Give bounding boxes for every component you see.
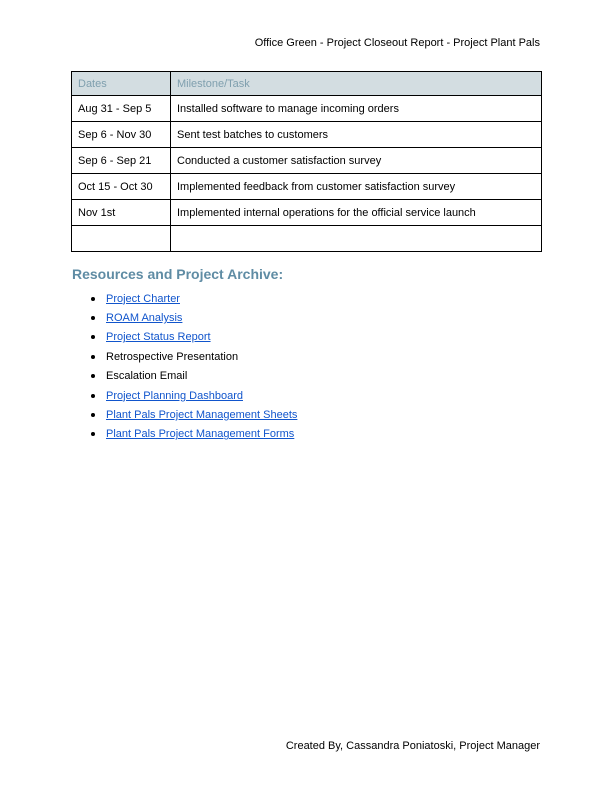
task-cell (171, 226, 542, 252)
milestones-table (71, 71, 542, 252)
date-cell: Sep 6 - Sep 21 (72, 148, 171, 174)
date-cell (72, 226, 171, 252)
resource-list-item (72, 289, 540, 308)
resources-heading: Resources and Project Archive: (72, 266, 284, 282)
table-row (72, 174, 542, 200)
table-row (72, 96, 542, 122)
bullet-icon (91, 355, 95, 359)
document-header-title: Office Green - Project Closeout Report - Project Plant Pals (254, 37, 540, 49)
resource-list-item (72, 425, 540, 444)
table-row-empty (72, 226, 542, 252)
column-header-dates: Dates (72, 72, 171, 96)
task-cell: Conducted a customer satisfaction survey (171, 148, 542, 174)
task-cell: Sent test batches to customers (171, 122, 542, 148)
table-header-row (72, 72, 542, 96)
resource-link-plant-pals-management-sheets[interactable]: Plant Pals Project Management Sheets (106, 409, 298, 422)
resource-list-item (72, 347, 540, 366)
task-cell: Installed software to manage incoming orders (171, 96, 542, 122)
resources-section (72, 266, 540, 444)
task-cell: Implemented feedback from customer satisfaction survey (171, 174, 542, 200)
resource-list-item (72, 367, 540, 386)
task-cell: Implemented internal operations for the official service launch (171, 200, 542, 226)
resource-link-roam-analysis[interactable]: ROAM Analysis (106, 312, 183, 325)
resource-list-item (72, 386, 540, 405)
resource-link-project-status-report[interactable]: Project Status Report (106, 331, 211, 344)
resource-link-project-planning-dashboard[interactable]: Project Planning Dashboard (106, 389, 243, 402)
column-header-milestone-task: Milestone/Task (171, 72, 542, 96)
resource-list-item (72, 308, 540, 327)
bullet-icon (91, 335, 95, 339)
resource-link-plant-pals-management-forms[interactable]: Plant Pals Project Management Forms (106, 428, 295, 441)
date-cell: Aug 31 - Sep 5 (72, 96, 171, 122)
date-cell: Oct 15 - Oct 30 (72, 174, 171, 200)
resource-list-item (72, 405, 540, 424)
date-cell: Sep 6 - Nov 30 (72, 122, 171, 148)
bullet-icon (91, 297, 95, 301)
date-cell: Nov 1st (72, 200, 171, 226)
resource-item-retrospective-presentation: Retrospective Presentation (106, 350, 239, 363)
bullet-icon (91, 432, 95, 436)
resource-list-item (72, 328, 540, 347)
resource-item-escalation-email: Escalation Email (106, 370, 188, 383)
resource-link-project-charter[interactable]: Project Charter (106, 292, 180, 305)
document-footer-text: Created By, Cassandra Poniatoski, Project Manager (285, 740, 540, 752)
table-row (72, 148, 542, 174)
resource-list (72, 289, 540, 444)
bullet-icon (91, 413, 95, 417)
table-row (72, 200, 542, 226)
bullet-icon (91, 316, 95, 320)
table-row (72, 122, 542, 148)
bullet-icon (91, 374, 95, 378)
bullet-icon (91, 394, 95, 398)
